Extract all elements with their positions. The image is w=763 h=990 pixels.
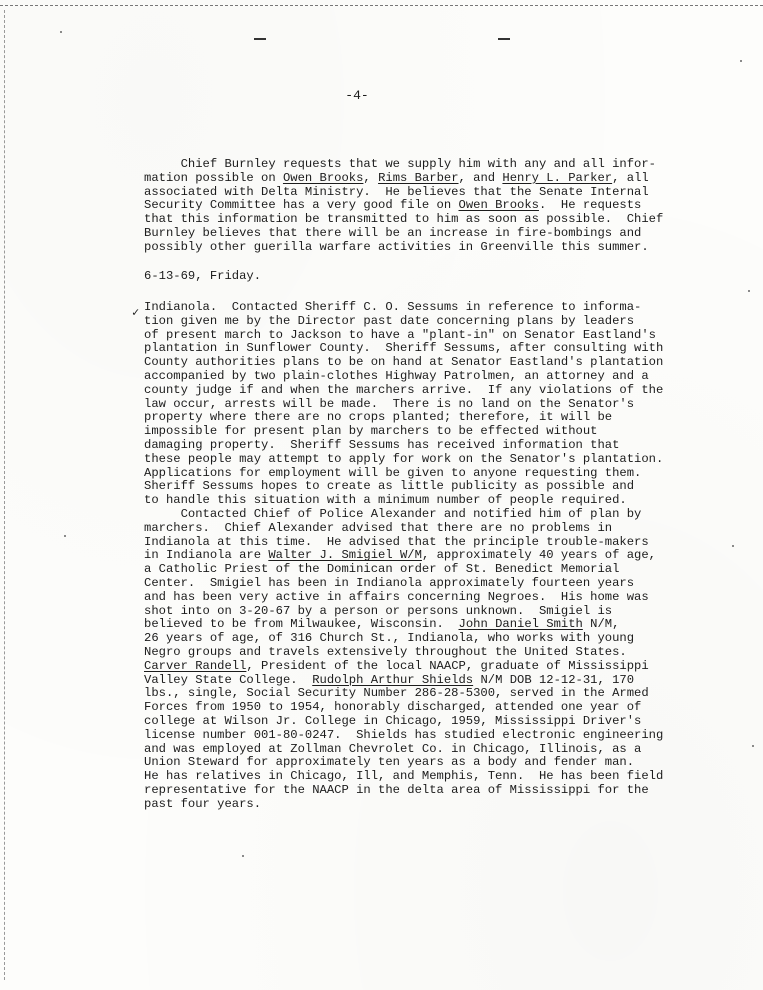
text-line: in Indianola are Walter J. Smigiel W/M, approximately 40 years of age, [144,548,656,563]
text-line: Indianola. Contacted Sheriff C. O. Sessums in reference to informa- [144,300,642,314]
text-line: Union Steward for approximately ten years as a body and fender man. [144,755,635,770]
text-line: marchers. Chief Alexander advised that there are no problems in [144,520,613,535]
text-line: associated with Delta Ministry. He believes that the Senate Internal [144,184,649,199]
text-line: Carver Randell, President of the local NAACP, graduate of Mississippi [144,658,649,673]
text-line: believed to be from Milwaukee, Wisconsin. John Daniel Smith N/M, [144,617,620,632]
underlined-name: Rudolph Arthur Shields [312,672,474,687]
text-line: 26 years of age, of 316 Church St., Indianola, who works with young [144,631,635,646]
text-line: lbs., single, Social Security Number 286-28-5300, served in the Armed [144,686,649,701]
text-line: representative for the NAACP in the delta area of Mississippi for the [144,782,649,797]
underlined-name: Owen Brooks [282,170,364,185]
text-line: accompanied by two plain-clothes Highway Patrolmen, an attorney and a [144,368,649,383]
header-dash-right [498,38,510,40]
text-line: County authorities plans to be on hand at Senator Eastland's plantation [144,355,664,370]
underlined-name: Carver Randell [144,658,247,673]
text-line: past four years. [144,796,262,811]
margin-check-mark: ✓ [132,306,140,320]
text-line: Applications for employment will be given to anyone requesting them. [144,465,642,480]
text-line: Valley State College. Rudolph Arthur Shields N/M DOB 12-12-31, 170 [144,672,635,687]
text-line: shot into on 3-20-67 by a person or persons unknown. Smigiel is [144,603,613,618]
scan-speck [740,60,742,62]
scan-speck [60,31,62,33]
text-line: and has been very active in affairs concerning Negroes. His home was [144,589,649,604]
text-line: county judge if and when the marchers arrive. If any violations of the [144,382,664,397]
text-line: Chief Burnley requests that we supply him with any and all infor- [144,157,656,171]
text-line: Sheriff Sessums hopes to create as little publicity as possible and [144,479,635,494]
text-line: plantation in Sunflower County. Sheriff Sessums, after consulting with [144,341,664,356]
scan-speck [752,745,754,747]
text-line: Burnley believes that there will be an increase in fire-bombings and [144,225,642,240]
text-line: Negro groups and travels extensively throughout the United States. [144,644,627,659]
scan-speck [64,535,66,537]
text-line: impossible for present plan by marchers to be effected without [144,424,598,439]
scan-speck [748,290,750,292]
text-line: college at Wilson Jr. College in Chicago, 1959, Mississippi Driver's [144,713,642,728]
text-line: property where there are no crops planted; therefore, it will be [144,410,613,425]
scan-speck [242,855,244,857]
text-line: that this information be transmitted to him as soon as possible. Chief [144,212,664,227]
text-line: possibly other guerilla warfare activities in Greenville this summer. [144,239,649,254]
text-line: a Catholic Priest of the Dominican order of St. Benedict Memorial [144,562,620,577]
text-line: and was employed at Zollman Chevrolet Co. in Chicago, Illinois, as a [144,741,642,756]
text-line: Center. Smigiel has been in Indianola approximately fourteen years [144,575,635,590]
text-line: tion given me by the Director past date concerning plans by leaders [144,313,635,328]
paragraph-indianola [144,300,664,811]
text-line: to handle this situation with a minimum number of people required. [144,493,627,508]
text-line: license number 001-80-0247. Shields has studied electronic engineering [144,727,664,742]
underlined-name: Rims Barber [378,170,459,185]
text-line: mation possible on Owen Brooks, Rims Barber, and Henry L. Parker, all [144,170,649,185]
date-line: 6-13-69, Friday. [144,269,262,283]
text-line: these people may attempt to apply for work on the Senator's plantation. [144,451,664,466]
scan-speck [732,545,734,547]
underlined-name: John Daniel Smith [458,617,583,632]
paragraph-chief-burnley [144,157,664,255]
text-line: Indianola at this time. He advised that the principle trouble-makers [144,534,649,549]
left-scan-border [4,10,5,980]
text-line: of present march to Jackson to have a "plant-in" on Senator Eastland's [144,327,656,342]
page-number: -4- [345,88,369,103]
text-line: law occur, arrests will be made. There is no land on the Senator's [144,396,635,411]
text-line: damaging property. Sheriff Sessums has received information that [144,437,620,452]
top-scan-border [0,5,763,6]
underlined-name: Henry L. Parker [502,170,613,185]
text-line: Security Committee has a very good file on Owen Brooks. He requests [144,198,642,213]
underlined-name: Walter J. Smigiel W/M [268,548,422,563]
text-line: Forces from 1950 to 1954, honorably discharged, attended one year of [144,700,642,715]
header-dash-left [254,38,266,40]
underlined-name: Owen Brooks [458,198,539,213]
text-line: He has relatives in Chicago, Ill, and Memphis, Tenn. He has been field [144,769,664,784]
text-line: Contacted Chief of Police Alexander and notified him of plan by [144,506,642,521]
